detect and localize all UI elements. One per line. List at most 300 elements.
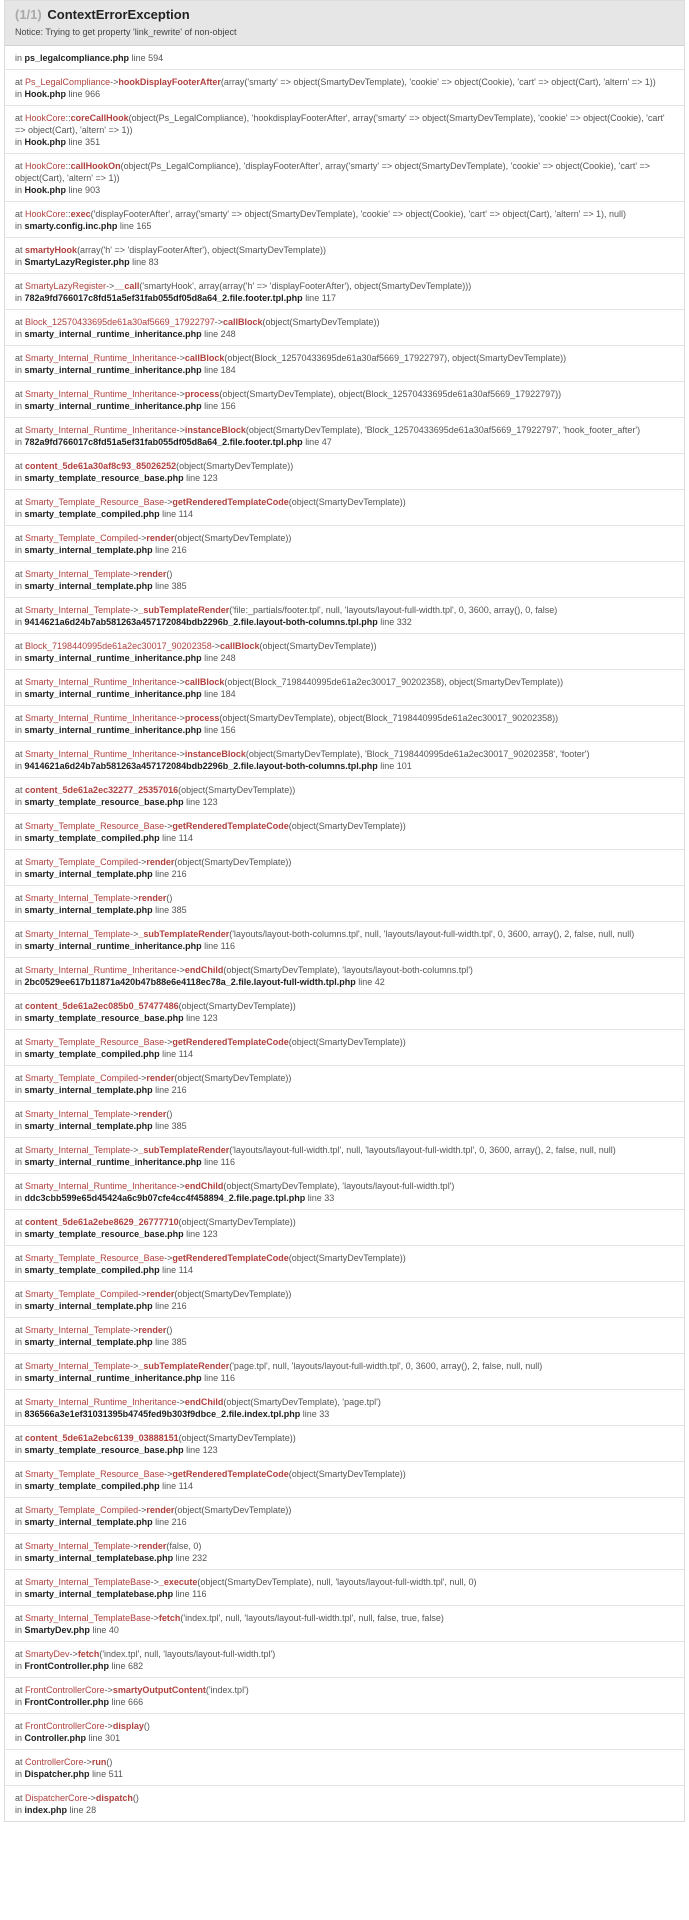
trace-file: smarty_internal_runtime_inheritance.php — [24, 653, 202, 663]
trace-class: FrontControllerCore — [25, 1685, 105, 1695]
trace-location — [15, 1660, 676, 1672]
trace-call — [15, 1612, 676, 1624]
trace-arguments: () — [132, 1793, 139, 1803]
trace-function: callBlock — [184, 353, 225, 363]
trace-arguments: (object(SmartyDevTemplate)) — [178, 785, 296, 795]
in-label: in — [15, 509, 23, 519]
trace-separator: -> — [164, 497, 173, 507]
trace-separator: -> — [138, 1073, 147, 1083]
trace-frame — [5, 526, 684, 562]
trace-line: line 594 — [131, 53, 164, 63]
trace-function: content_5de61a2ebc6139_03888151 — [25, 1433, 179, 1443]
trace-function: hookDisplayFooterAfter — [118, 77, 221, 87]
trace-separator: -> — [176, 677, 185, 687]
trace-frame — [5, 1246, 684, 1282]
trace-separator: -> — [164, 1469, 173, 1479]
trace-class: Smarty_Internal_Template — [25, 1109, 131, 1119]
trace-arguments: (object(SmartyDevTemplate), 'layouts/layout-full-width.tpl') — [223, 1181, 455, 1191]
trace-class: Smarty_Internal_Template — [25, 1541, 131, 1551]
at-label: at — [15, 1685, 23, 1695]
trace-line: line 184 — [204, 689, 236, 699]
trace-call — [15, 160, 676, 184]
trace-line: line 682 — [111, 1661, 144, 1671]
trace-file: smarty_template_compiled.php — [24, 1481, 160, 1491]
trace-arguments: (object(SmartyDevTemplate), 'Block_7198440995de61a2ec30017_90202358', 'footer') — [245, 749, 590, 759]
at-label: at — [15, 425, 23, 435]
in-label: in — [15, 1805, 23, 1815]
at-label: at — [15, 1037, 23, 1047]
trace-call — [15, 676, 676, 688]
trace-call — [15, 784, 676, 796]
trace-location — [15, 976, 676, 988]
trace-call — [15, 1576, 676, 1588]
trace-call — [15, 964, 676, 976]
trace-frame — [5, 238, 684, 274]
in-label: in — [15, 137, 23, 147]
trace-file: 9414621a6d24b7ab581263a457172084bdb2296b_2.file.layout-both-columns.tpl.php — [24, 617, 378, 627]
trace-arguments: () — [143, 1721, 150, 1731]
trace-function: render — [138, 1325, 167, 1335]
trace-separator: -> — [176, 965, 185, 975]
trace-arguments: ('index.tpl', null, 'layouts/layout-full-width.tpl') — [99, 1649, 276, 1659]
trace-frame — [5, 106, 684, 154]
trace-function: _subTemplateRender — [138, 1361, 230, 1371]
trace-function: content_5de61a2ec085b0_57477486 — [25, 1001, 179, 1011]
trace-file: 782a9fd766017c8fd51a5ef31fab055df05d8a64_2.file.footer.tpl.php — [24, 293, 303, 303]
trace-class: Smarty_Internal_Runtime_Inheritance — [25, 965, 177, 975]
trace-class: Smarty_Template_Compiled — [25, 1289, 139, 1299]
trace-separator: :: — [65, 209, 71, 219]
trace-file: smarty_internal_runtime_inheritance.php — [24, 725, 202, 735]
trace-file: smarty_internal_template.php — [24, 1301, 153, 1311]
trace-frame — [5, 310, 684, 346]
trace-class: Smarty_Template_Resource_Base — [25, 1253, 165, 1263]
trace-frame — [5, 706, 684, 742]
trace-frame — [5, 1426, 684, 1462]
at-label: at — [15, 113, 23, 123]
in-label: in — [15, 545, 23, 555]
trace-separator: -> — [130, 1109, 139, 1119]
trace-function: _execute — [158, 1577, 198, 1587]
trace-function: endChild — [184, 1397, 224, 1407]
trace-separator: -> — [83, 1757, 92, 1767]
trace-line: line 248 — [204, 329, 236, 339]
trace-separator: -> — [110, 77, 119, 87]
trace-location — [15, 724, 676, 736]
trace-call — [15, 1792, 676, 1804]
exception-message: Notice: Trying to get property 'link_rewrite' of non-object — [15, 27, 237, 37]
trace-class: Block_12570433695de61a30af5669_17922797 — [25, 317, 215, 327]
trace-call — [15, 1684, 676, 1696]
trace-location — [15, 1480, 676, 1492]
trace-class: ControllerCore — [25, 1757, 84, 1767]
trace-line: line 33 — [302, 1409, 330, 1419]
trace-class: Smarty_Internal_Runtime_Inheritance — [25, 425, 177, 435]
in-label: in — [15, 581, 23, 591]
at-label: at — [15, 965, 23, 975]
trace-location — [15, 508, 676, 520]
trace-class: FrontControllerCore — [25, 1721, 105, 1731]
trace-line: line 385 — [155, 581, 187, 591]
trace-separator: -> — [138, 857, 147, 867]
trace-separator: -> — [130, 569, 139, 579]
trace-function: instanceBlock — [184, 749, 246, 759]
trace-call — [15, 532, 676, 544]
in-label: in — [15, 1481, 23, 1491]
trace-separator: :: — [65, 113, 71, 123]
in-label: in — [15, 1157, 23, 1167]
trace-separator: -> — [106, 281, 115, 291]
trace-function: _subTemplateRender — [138, 1145, 230, 1155]
trace-location — [15, 688, 676, 700]
at-label: at — [15, 1793, 23, 1803]
trace-arguments: (object(SmartyDevTemplate)) — [288, 497, 406, 507]
trace-line: line 114 — [162, 1481, 193, 1491]
trace-frame — [5, 670, 684, 706]
trace-file: SmartyDev.php — [24, 1625, 90, 1635]
exception-header — [5, 1, 684, 46]
trace-location — [15, 184, 676, 196]
at-label: at — [15, 821, 23, 831]
trace-function: _subTemplateRender — [138, 605, 230, 615]
trace-class: Smarty_Template_Resource_Base — [25, 1469, 165, 1479]
in-label: in — [15, 653, 23, 663]
trace-file: Hook.php — [24, 137, 67, 147]
trace-class: HookCore — [25, 209, 66, 219]
trace-function: render — [146, 533, 175, 543]
trace-frame — [5, 490, 684, 526]
at-label: at — [15, 1397, 23, 1407]
trace-file: FrontController.php — [24, 1661, 110, 1671]
trace-arguments: (object(SmartyDevTemplate)) — [174, 1073, 292, 1083]
trace-location — [15, 1408, 676, 1420]
in-label: in — [15, 1625, 23, 1635]
trace-frame — [5, 1030, 684, 1066]
in-label: in — [15, 1049, 23, 1059]
trace-frame — [5, 958, 684, 994]
trace-line: line 216 — [155, 869, 187, 879]
trace-function: endChild — [184, 1181, 224, 1191]
trace-arguments: (object(SmartyDevTemplate), null, 'layouts/layout-full-width.tpl', null, 0) — [197, 1577, 477, 1587]
at-label: at — [15, 677, 23, 687]
trace-call — [15, 820, 676, 832]
trace-file: 836566a3e1ef31031395b4745fed9b303f9dbce_2.file.index.tpl.php — [24, 1409, 301, 1419]
trace-file: 2bc0529ee617b11871a420b47b88e6e4118ec78a_2.file.layout-full-width.tpl.php — [24, 977, 356, 987]
trace-function: __call — [114, 281, 140, 291]
trace-arguments: ('index.tpl') — [205, 1685, 249, 1695]
trace-function: process — [184, 713, 220, 723]
trace-file: smarty_template_resource_base.php — [24, 473, 184, 483]
in-label: in — [15, 1517, 23, 1527]
at-label: at — [15, 389, 23, 399]
in-label: in — [15, 185, 23, 195]
trace-line: line 903 — [68, 185, 101, 195]
trace-location — [15, 652, 676, 664]
trace-arguments: (array('h' => 'displayFooterAfter'), object(SmartyDevTemplate)) — [77, 245, 327, 255]
trace-separator: -> — [214, 317, 223, 327]
trace-line: line 385 — [155, 1121, 187, 1131]
trace-file: smarty_template_compiled.php — [24, 1265, 160, 1275]
trace-class: Smarty_Internal_Template — [25, 1145, 131, 1155]
trace-location — [15, 472, 676, 484]
trace-line: line 666 — [111, 1697, 144, 1707]
trace-call — [15, 892, 676, 904]
trace-arguments: (object(SmartyDevTemplate), 'layouts/layout-both-columns.tpl') — [223, 965, 473, 975]
in-label: in — [15, 941, 23, 951]
trace-line: line 40 — [92, 1625, 119, 1635]
trace-frame — [5, 742, 684, 778]
in-label: in — [15, 221, 23, 231]
at-label: at — [15, 1757, 23, 1767]
trace-call — [15, 1216, 676, 1228]
trace-file: smarty_internal_templatebase.php — [24, 1553, 174, 1563]
trace-line: line 123 — [186, 1445, 218, 1455]
trace-separator: -> — [211, 641, 220, 651]
trace-separator: -> — [104, 1721, 113, 1731]
trace-frame — [5, 1606, 684, 1642]
trace-class: Smarty_Template_Compiled — [25, 533, 139, 543]
trace-frame — [5, 1390, 684, 1426]
trace-function: getRenderedTemplateCode — [172, 821, 289, 831]
in-label: in — [15, 761, 23, 771]
trace-line: line 301 — [88, 1733, 121, 1743]
trace-line: line 116 — [204, 1373, 235, 1383]
trace-call — [15, 1756, 676, 1768]
trace-location — [15, 1120, 676, 1132]
trace-location — [15, 868, 676, 880]
trace-arguments: ('page.tpl', null, 'layouts/layout-full-width.tpl', 0, 3600, array(), 2, false, null, null) — [229, 1361, 543, 1371]
at-label: at — [15, 77, 23, 87]
at-label: at — [15, 245, 23, 255]
trace-file: Hook.php — [24, 89, 67, 99]
trace-class: Smarty_Internal_Template — [25, 893, 131, 903]
trace-arguments: (object(Ps_LegalCompliance), 'hookdisplayFooterAfter', array('smarty' => object(SmartyDevTemplate), 'cookie' => object(Cookie), 'cart' => object(Cart), 'altern' => 1)) — [15, 113, 665, 135]
trace-frame — [5, 1174, 684, 1210]
trace-call — [15, 1648, 676, 1660]
in-label: in — [15, 1193, 23, 1203]
trace-separator: -> — [138, 533, 147, 543]
trace-separator: -> — [176, 713, 185, 723]
trace-call — [15, 1000, 676, 1012]
trace-call — [15, 316, 676, 328]
trace-class: Smarty_Internal_Template — [25, 1361, 131, 1371]
trace-call — [15, 208, 676, 220]
trace-file: smarty_template_compiled.php — [24, 833, 160, 843]
trace-separator: -> — [130, 893, 139, 903]
at-label: at — [15, 281, 23, 291]
at-label: at — [15, 929, 23, 939]
trace-location — [15, 760, 676, 772]
trace-line: line 216 — [155, 1517, 187, 1527]
trace-call — [15, 1504, 676, 1516]
trace-call — [15, 496, 676, 508]
at-label: at — [15, 497, 23, 507]
trace-class: Smarty_Internal_Template — [25, 929, 131, 939]
trace-location — [15, 1192, 676, 1204]
trace-call — [15, 1108, 676, 1120]
trace-separator: -> — [176, 425, 185, 435]
trace-function: callBlock — [222, 317, 263, 327]
at-label: at — [15, 1577, 23, 1587]
at-label: at — [15, 1505, 23, 1515]
trace-arguments: () — [166, 1109, 173, 1119]
at-label: at — [15, 605, 23, 615]
trace-frame — [5, 1678, 684, 1714]
trace-arguments: () — [106, 1757, 113, 1767]
trace-arguments: (object(SmartyDevTemplate)) — [178, 1433, 296, 1443]
trace-frame — [5, 1318, 684, 1354]
trace-location — [15, 940, 676, 952]
trace-arguments: (object(SmartyDevTemplate)) — [288, 1037, 406, 1047]
trace-class: Smarty_Template_Compiled — [25, 1505, 139, 1515]
trace-function: render — [138, 1541, 167, 1551]
trace-function: render — [146, 1505, 175, 1515]
trace-location — [15, 1588, 676, 1600]
trace-line: line 184 — [204, 365, 236, 375]
trace-function: getRenderedTemplateCode — [172, 1469, 289, 1479]
trace-line: line 116 — [204, 941, 235, 951]
trace-origin — [5, 46, 684, 70]
trace-separator: :: — [65, 161, 71, 171]
trace-arguments: (false, 0) — [166, 1541, 202, 1551]
at-label: at — [15, 1361, 23, 1371]
trace-arguments: (object(SmartyDevTemplate)) — [176, 461, 294, 471]
trace-line: line 114 — [162, 1049, 193, 1059]
trace-line: line 101 — [380, 761, 412, 771]
trace-call — [15, 928, 676, 940]
trace-file: index.php — [24, 1805, 68, 1815]
trace-arguments: (object(SmartyDevTemplate), object(Block_12570433695de61a30af5669_17922797)) — [219, 389, 562, 399]
in-label: in — [15, 1733, 23, 1743]
trace-file: SmartyLazyRegister.php — [24, 257, 130, 267]
trace-function: render — [138, 1109, 167, 1119]
trace-location — [15, 1048, 676, 1060]
trace-arguments: (object(SmartyDevTemplate)) — [259, 641, 377, 651]
trace-file: 782a9fd766017c8fd51a5ef31fab055df05d8a64_2.file.footer.tpl.php — [24, 437, 303, 447]
trace-class: Smarty_Internal_Runtime_Inheritance — [25, 749, 177, 759]
trace-file: smarty_template_resource_base.php — [24, 1013, 184, 1023]
trace-location — [15, 904, 676, 916]
trace-frame — [5, 922, 684, 958]
trace-separator: -> — [164, 821, 173, 831]
trace-line: line 966 — [68, 89, 101, 99]
trace-file: smarty_internal_runtime_inheritance.php — [24, 689, 202, 699]
trace-function: _subTemplateRender — [138, 929, 230, 939]
at-label: at — [15, 857, 23, 867]
trace-call — [15, 712, 676, 724]
trace-call — [15, 1036, 676, 1048]
at-label: at — [15, 533, 23, 543]
trace-location — [15, 1552, 676, 1564]
at-label: at — [15, 1253, 23, 1263]
trace-line: line 123 — [186, 1013, 218, 1023]
trace-arguments: () — [166, 893, 173, 903]
trace-class: Smarty_Template_Compiled — [25, 857, 139, 867]
trace-call — [15, 1072, 676, 1084]
trace-arguments: (object(SmartyDevTemplate)) — [262, 317, 380, 327]
in-label: in — [15, 725, 23, 735]
trace-frame — [5, 778, 684, 814]
in-label: in — [15, 1589, 23, 1599]
in-label: in — [15, 617, 23, 627]
trace-arguments: (object(SmartyDevTemplate), 'Block_12570433695de61a30af5669_17922797', 'hook_footer_after') — [245, 425, 641, 435]
trace-frame — [5, 1354, 684, 1390]
trace-call — [15, 460, 676, 472]
trace-file: smarty_template_compiled.php — [24, 509, 160, 519]
trace-separator: -> — [176, 389, 185, 399]
at-label: at — [15, 1073, 23, 1083]
trace-line: line 123 — [186, 1229, 218, 1239]
trace-file: smarty_template_compiled.php — [24, 1049, 160, 1059]
trace-arguments: (object(SmartyDevTemplate)) — [288, 1469, 406, 1479]
in-label: in — [15, 89, 23, 99]
at-label: at — [15, 749, 23, 759]
trace-line: line 42 — [358, 977, 385, 987]
trace-function: process — [184, 389, 220, 399]
at-label: at — [15, 1181, 23, 1191]
trace-location — [15, 1264, 676, 1276]
trace-frame — [5, 154, 684, 202]
trace-file: smarty_internal_template.php — [24, 581, 153, 591]
trace-class: Smarty_Template_Resource_Base — [25, 497, 165, 507]
in-label: in — [15, 437, 23, 447]
at-label: at — [15, 461, 23, 471]
trace-line: line 216 — [155, 1085, 187, 1095]
trace-location — [15, 400, 676, 412]
trace-frame — [5, 886, 684, 922]
trace-call — [15, 388, 676, 400]
trace-location — [15, 1084, 676, 1096]
trace-separator: -> — [138, 1505, 147, 1515]
trace-call — [15, 1720, 676, 1732]
trace-location — [15, 832, 676, 844]
trace-separator: -> — [104, 1685, 113, 1695]
trace-location — [15, 1624, 676, 1636]
trace-frame — [5, 1786, 684, 1821]
in-label: in — [15, 1409, 23, 1419]
trace-line: line 117 — [305, 293, 337, 303]
trace-call — [15, 424, 676, 436]
trace-file: smarty_internal_runtime_inheritance.php — [24, 365, 202, 375]
trace-separator: -> — [130, 1361, 139, 1371]
trace-separator: -> — [150, 1613, 159, 1623]
trace-function: render — [146, 857, 175, 867]
trace-file: 9414621a6d24b7ab581263a457172084bdb2296b_2.file.layout-both-columns.tpl.php — [24, 761, 378, 771]
trace-file: Controller.php — [24, 1733, 87, 1743]
trace-arguments: ('displayFooterAfter', array('smarty' => object(SmartyDevTemplate), 'cookie' => object(Cookie), 'cart' => object(Cart), 'altern' => 1), null) — [90, 209, 626, 219]
trace-arguments: () — [166, 1325, 173, 1335]
trace-call — [15, 640, 676, 652]
trace-frame — [5, 346, 684, 382]
trace-arguments: (object(SmartyDevTemplate)) — [174, 533, 292, 543]
trace-function: callBlock — [184, 677, 225, 687]
trace-separator: -> — [130, 929, 139, 939]
trace-function: instanceBlock — [184, 425, 246, 435]
in-label: in — [15, 869, 23, 879]
in-label: in — [15, 1445, 23, 1455]
exception-title — [15, 7, 676, 23]
trace-function: render — [146, 1073, 175, 1083]
trace-file: smarty_internal_template.php — [24, 869, 153, 879]
trace-line: line 156 — [204, 725, 236, 735]
at-label: at — [15, 713, 23, 723]
trace-separator: -> — [164, 1253, 173, 1263]
at-label: at — [15, 641, 23, 651]
trace-class: Smarty_Internal_Runtime_Inheritance — [25, 1397, 177, 1407]
trace-arguments: (object(SmartyDevTemplate)) — [174, 1289, 292, 1299]
trace-call — [15, 1324, 676, 1336]
trace-separator: -> — [69, 1649, 78, 1659]
